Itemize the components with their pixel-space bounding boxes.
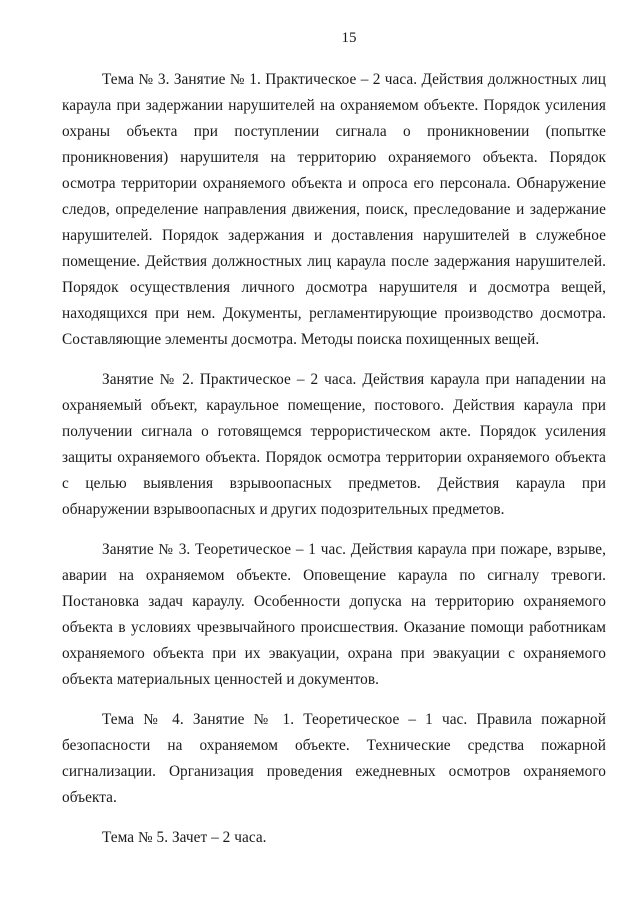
page-number: 15 — [341, 30, 357, 46]
paragraph-topic-4-lesson-1: Тема № 4. Занятие № 1. Теоретическое – 1 час. Правила пожарной безопасности на охраняемом объекте. Технические средства пожарной сигнализации. Организация проведения ежедневных осмотров охраняемого объекта. — [62, 711, 606, 806]
paragraph-topic-3-lesson-1: Тема № 3. Занятие № 1. Практическое – 2 часа. Действия должностных лиц караула при задержании нарушителей на охраняемом объекте. Порядок усиления охраны объекта при поступлении сигнала о проникновении (попытке проникновения) нарушителя на территорию охраняемого объекта. Порядок осмотра территории охраняемого объекта и опроса его персонала. Обнаружение следов, определение направления движения, поиск, преследование и задержание нарушителей. Порядок задержания и доставления нарушителей в служебное помещение. Действия должностных лиц караула после задержания нарушителей. Порядок осуществления личного досмотра нарушителя и досмотра вещей, находящихся при нем. Документы, регламентирующие производство досмотра. Составляющие элементы досмотра. Методы поиска похищенных вещей. — [62, 71, 606, 348]
paragraph-lesson-2: Занятие № 2. Практическое – 2 часа. Действия караула при нападении на охраняемый объект, караульное помещение, постового. Действия караула при получении сигнала о готовящемся террористическом акте. Порядок усиления защиты охраняемого объекта. Порядок осмотра территории охраняемого объекта с целью выявления взрывоопасных предметов. Действия караула при обнаружении взрывоопасных и других подозрительных предметов. — [62, 371, 606, 518]
paragraph-lesson-3: Занятие № 3. Теоретическое – 1 час. Действия караула при пожаре, взрыве, аварии на охраняемом объекте. Оповещение караула по сигналу тревоги. Постановка задач караулу. Особенности допуска на территорию охраняемого объекта в условиях чрезвычайного происшествия. Оказание помощи работникам охраняемого объекта при их эвакуации, охрана при эвакуации с охраняемого объекта материальных ценностей и документов. — [62, 541, 606, 688]
paragraph-topic-5: Тема № 5. Зачет – 2 часа. — [102, 829, 267, 846]
